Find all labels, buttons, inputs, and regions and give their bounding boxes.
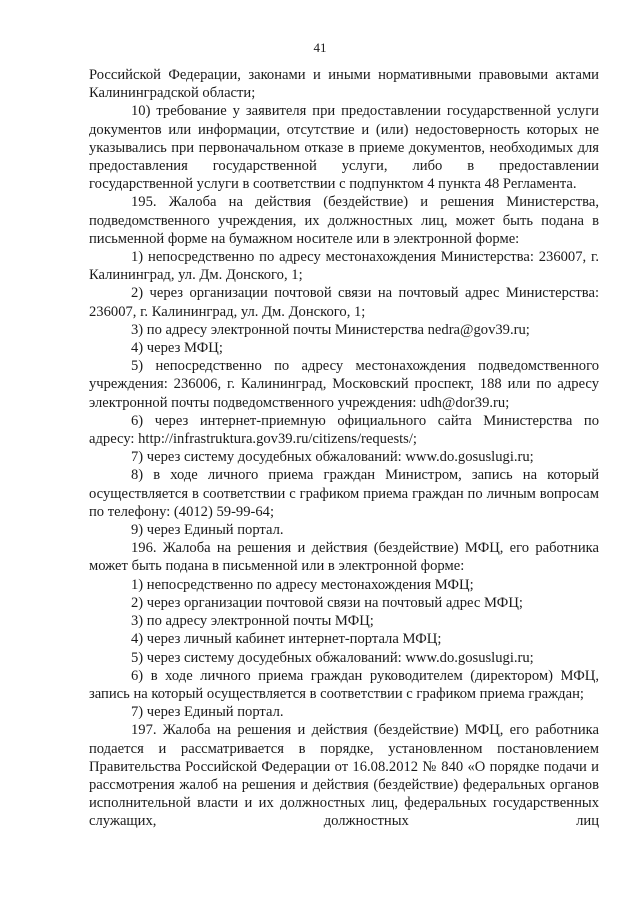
clause-195-item-6: 6) через интернет-приемную официального сайта Министерства по адресу: http://infrastruktura.gov39.ru/citizens/requests/; — [89, 412, 599, 448]
clause-195-item-5: 5) непосредственно по адресу местонахождения подведомственного учреждения: 236006, г. Калининград, Московский проспект, 188 или по адресу электронной почты подведомственного учреждения: udh@dor39.ru; — [89, 358, 599, 411]
clause-195-item-8: 8) в ходе личного приема граждан Министром, запись на который осуществляется в соответствии с графиком приема граждан по личным вопросам по телефону: (4012) 59-99-64; — [89, 467, 599, 520]
clause-195-item-2: 2) через организации почтовой связи на почтовый адрес Министерства: 236007, г. Калининград, ул. Дм. Донского, 1; — [89, 285, 599, 320]
clause-196-item-1: 1) непосредственно по адресу местонахождения МФЦ; — [131, 576, 474, 593]
clause-197: 197. Жалоба на решения и действия (бездействие) МФЦ, его работника подается и рассматривается в порядке, установленном постановлением Правительства Российской Федерации от 16.08.2012 № 840 «О порядке подачи и рассмотрения жалоб на решения и действия (бездействие) федеральных органов исполнительной власти и их должностных лиц, федеральных государственных служащих, должностных лиц — [89, 722, 599, 830]
clause-195-item-7: 7) через систему досудебных обжалований: www.do.gosuslugi.ru; — [131, 449, 534, 466]
document-body — [89, 66, 599, 831]
list-item-10: 10) требование у заявителя при предоставлении государственной услуги документов или информации, отсутствие и (или) недостоверность которых не указывались при первоначальном отказе в приеме документов, необходимых для предоставления государственной услуги, либо в предоставлении государственной услуги в соответствии с подпунктом 4 пункта 48 Регламента. — [89, 103, 599, 193]
clause-196-item-7: 7) через Единый портал. — [131, 704, 284, 721]
clause-196-item-4: 4) через личный кабинет интернет-портала МФЦ; — [131, 631, 442, 648]
clause-196-item-5: 5) через систему досудебных обжалований: www.do.gosuslugi.ru; — [131, 649, 534, 666]
paragraph-continuation: Российской Федерации, законами и иными нормативными правовыми актами Калининградской области; — [89, 67, 599, 102]
clause-195: 195. Жалоба на действия (бездействие) и решения Министерства, подведомственного учреждения, их должностных лиц, может быть подана в письменной форме на бумажном носителе или в электронной форме: — [89, 194, 599, 247]
clause-196-item-2: 2) через организации почтовой связи на почтовый адрес МФЦ; — [131, 594, 523, 611]
clause-195-item-4: 4) через МФЦ; — [131, 340, 223, 357]
clause-195-item-3: 3) по адресу электронной почты Министерства nedra@gov39.ru; — [131, 321, 530, 338]
clause-196-item-3: 3) по адресу электронной почты МФЦ; — [131, 613, 374, 630]
clause-196-item-6: 6) в ходе личного приема граждан руководителем (директором) МФЦ, запись на который осуществляется в соответствии с графиком приема граждан; — [89, 667, 599, 702]
clause-196: 196. Жалоба на решения и действия (бездействие) МФЦ, его работника может быть подана в письменной или в электронной форме: — [89, 540, 599, 575]
clause-195-item-1: 1) непосредственно по адресу местонахождения Министерства: 236007, г. Калининград, ул. Дм. Донского, 1; — [89, 249, 599, 284]
clause-195-item-9: 9) через Единый портал. — [131, 522, 284, 539]
page-number: 41 — [313, 40, 327, 55]
